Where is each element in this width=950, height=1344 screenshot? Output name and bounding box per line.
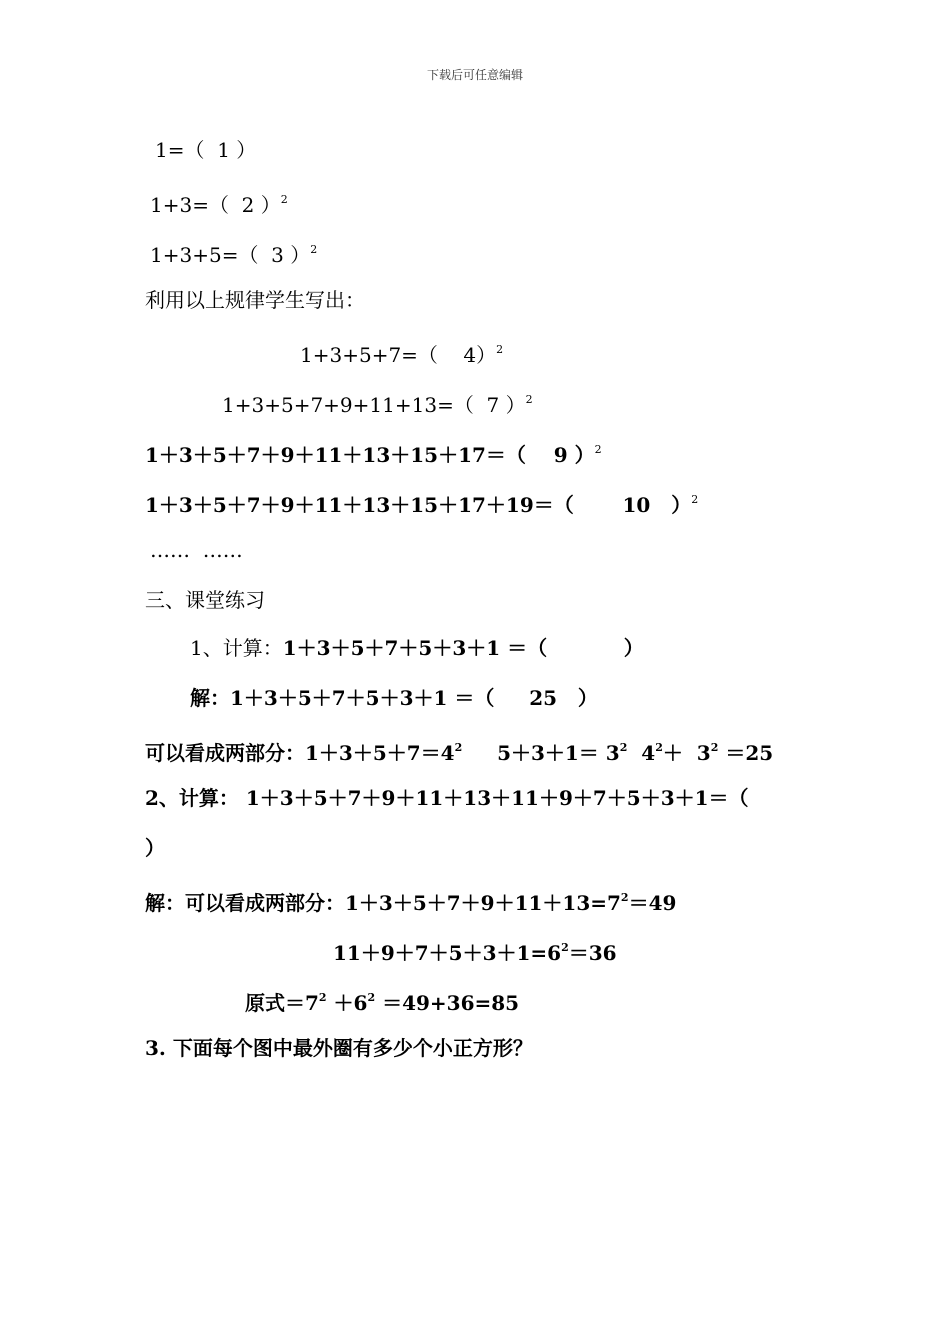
instruction-text: 利用以上规律学生写出：	[145, 288, 365, 312]
equation-line-3: 1+3+5=（ 3 ）$^2$	[150, 243, 318, 267]
equation-line-7: 1+3+5+7+9+11+13=（ 7 ）$^2$	[222, 393, 533, 417]
equation-line-4: 1+3+5+7=（ 4）$^2$	[300, 343, 504, 367]
exercise-1-solution: 解：1＋3＋5＋7＋5＋3＋1 ＝（ 25 ）	[190, 686, 598, 710]
exercise-3: 3. 下面每个图中最外圈有多少个小正方形？	[145, 1036, 533, 1060]
exercise-2-continued: ）	[145, 836, 165, 860]
ellipsis: …… ……	[150, 538, 243, 562]
exercise-2: 2、计算： 1＋3＋5＋7＋9＋11＋13＋11＋9＋7＋5＋3＋1＝（	[145, 786, 749, 810]
exercise-2-part-two: $11+9+7+5+3+1=6^2=36$	[333, 941, 617, 965]
equation-line-1: 1=（ 1 ）	[155, 138, 257, 162]
exercise-1: 1、计算：1＋3＋5＋7＋5＋3＋1 ＝（ ）	[190, 636, 644, 660]
exercise-2-result: 原式$=7^2 +6^2 =49+36=85$	[245, 991, 520, 1015]
page-header: 下载后可任意编辑	[426, 68, 523, 82]
equation-line-2: 1+3=（ 2 ）$^2$	[150, 193, 288, 217]
equation-line-9: 1＋3＋5＋7＋9＋11＋13＋15＋17＝（ 9 ）$^2$	[145, 443, 602, 467]
exercise-1-explanation: 可以看成两部分：$1+3+5+7=4^2$ $5+3+1= 3^2$ $4^2+ 3^2 =25$	[145, 741, 774, 765]
equation-line-10: 1＋3＋5＋7＋9＋11＋13＋15＋17＋19＝（ 10 ）$^2$	[145, 493, 699, 517]
section-heading: 三、课堂练习	[145, 588, 265, 612]
exercise-2-solution: 解：可以看成两部分：$1+3+5+7+9+11+13=7^2=49$	[145, 891, 677, 915]
